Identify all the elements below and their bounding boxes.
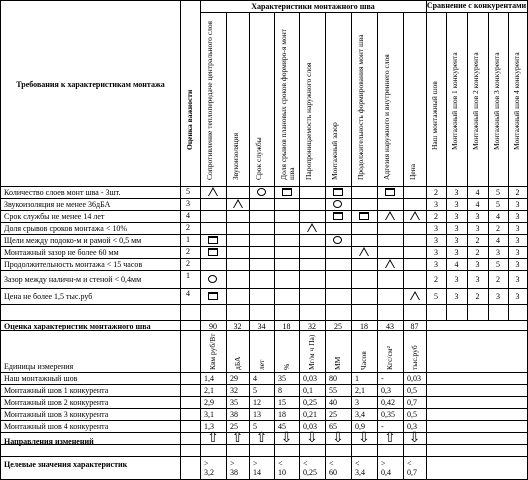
product-value: 0,03 [407, 374, 421, 383]
competitor-score: 3 [454, 199, 459, 209]
arrow-up-icon: ⇧ [384, 431, 396, 446]
product-value: 2,1 [204, 386, 214, 395]
target-value: 60 [329, 468, 337, 477]
target-value: 14 [253, 468, 261, 477]
grid-line [351, 12, 352, 480]
square-symbol [208, 292, 218, 300]
product-value: 4 [253, 374, 257, 383]
unit-value: ММ [333, 356, 342, 370]
competitor-score: 4 [454, 259, 459, 269]
grid-line [0, 420, 527, 421]
target-value: 0,4 [381, 468, 391, 477]
importance-value: 2 [186, 247, 190, 256]
target-operator: > [381, 459, 386, 468]
characteristics-title: Характеристики монтажного шва [251, 2, 375, 11]
importance-label: Оценка важности [185, 89, 194, 150]
product-value: 3,1 [204, 410, 214, 419]
importance-value: 1 [186, 271, 190, 280]
competitor-score: 5 [496, 259, 500, 269]
product-value: 25 [329, 410, 337, 419]
target-operator: < [278, 459, 283, 468]
competitor-header: Монтажный шов 1 конкурента [450, 52, 459, 150]
evaluation-value: 32 [308, 322, 316, 331]
product-value: 0,9 [355, 422, 365, 431]
evaluation-value: 90 [209, 322, 217, 331]
target-operator: > [204, 459, 209, 468]
product-value: 29 [230, 374, 238, 383]
evaluation-value: 43 [386, 322, 394, 331]
competitor-score: 3 [454, 235, 459, 245]
grid-line [249, 12, 250, 480]
competitor-score: 2 [434, 187, 438, 197]
triangle-symbol-fill [360, 249, 368, 256]
competitor-score: 3 [515, 274, 520, 284]
grid-line [274, 12, 275, 480]
product-value: 0,03 [303, 422, 317, 431]
product-value: 1,3 [204, 422, 214, 431]
competitor-score: 3 [515, 259, 520, 269]
evaluation-label: Оценка характеристик монтажного шва [4, 322, 151, 331]
grid-line [0, 456, 527, 457]
competitor-score: 3 [454, 211, 459, 221]
product-value: 5 [253, 386, 257, 395]
product-value: 0,35 [381, 410, 395, 419]
target-value: 3,4 [355, 468, 365, 477]
circle-symbol [333, 236, 342, 244]
triangle-symbol-fill [411, 293, 419, 300]
importance-value: 4 [186, 289, 190, 298]
competitor-score: 2 [515, 187, 520, 197]
product-value: 35 [278, 374, 286, 383]
competitor-score: 4 [475, 187, 480, 197]
square-symbol [359, 212, 369, 220]
arrow-up-icon: ⇧ [231, 431, 244, 446]
characteristic-header: Адгезия наружного и внутреннего слоя [382, 54, 391, 180]
competitor-score: 3 [434, 259, 438, 269]
product-value: 35 [230, 398, 238, 407]
product-value: 80 [329, 374, 337, 383]
grid-line [377, 12, 378, 480]
unit-value: дБА [232, 356, 242, 370]
unit-value: Часов [359, 351, 368, 370]
product-value: 0,1 [303, 386, 313, 395]
characteristic-header: Звукоизоляция [231, 132, 240, 180]
competitor-score: 3 [515, 235, 520, 245]
product-name: Монтажный шов 4 конкурента [4, 422, 109, 431]
product-value: 38 [230, 410, 238, 419]
product-value: 32 [230, 386, 238, 395]
evaluation-value: 18 [360, 322, 368, 331]
square-symbol [333, 188, 343, 196]
target-value: 38 [230, 468, 238, 477]
competitor-score: 3 [515, 291, 520, 301]
importance-value: 1 [186, 235, 190, 244]
competitor-score: 5 [496, 187, 500, 197]
product-value: 40 [329, 398, 337, 407]
target-value: 0,7 [407, 468, 417, 477]
characteristic-header: Монтажный зазор [330, 122, 339, 180]
product-value: 65 [329, 422, 337, 431]
square-symbol [333, 212, 343, 220]
arrow-down-icon: ⇩ [280, 431, 293, 446]
square-symbol [208, 248, 218, 256]
importance-value: 2 [186, 223, 190, 232]
triangle-symbol-fill [411, 213, 419, 220]
product-value: 0,3 [381, 386, 391, 395]
product-value: - [381, 422, 384, 431]
competitor-score: 3 [434, 247, 438, 257]
target-operator: < [355, 459, 360, 468]
grid-line [226, 12, 227, 480]
requirement-text: Количество слоев монт шва - 3шт. [4, 187, 121, 197]
grid-line [180, 0, 181, 480]
circle-symbol [333, 200, 342, 208]
product-name: Монтажный шов 3 конкурента [4, 410, 109, 419]
directions-label: Направления изменений [4, 437, 94, 446]
competitor-score: 3 [454, 274, 459, 284]
grid-line [0, 408, 527, 409]
competitor-score: 3 [434, 223, 438, 233]
competitor-score: 3 [515, 211, 520, 221]
comparison-title: Сравнение с конкурентами [426, 1, 527, 10]
unit-value: % [281, 363, 291, 370]
product-value: 0,5 [407, 410, 417, 419]
competitor-score: 4 [475, 199, 480, 209]
grid-line [426, 0, 427, 320]
competitor-score: 3 [515, 247, 520, 257]
requirement-text: Щели между подоко-м и рамой < 0,5 мм [4, 235, 142, 245]
target-operator: > [230, 459, 235, 468]
arrow-down-icon: ⇩ [306, 431, 318, 446]
requirement-text: Цена не более 1,5 тыс.руб [4, 291, 93, 301]
competitor-score: 5 [434, 291, 438, 301]
target-value: 0,25 [303, 468, 317, 477]
competitor-score: 3 [454, 247, 459, 257]
evaluation-value: 18 [282, 322, 291, 331]
grid-line [0, 270, 527, 271]
competitor-score: 3 [434, 235, 438, 245]
importance-value: 2 [186, 259, 190, 268]
product-value: 0,42 [381, 398, 395, 407]
product-value: 25 [230, 422, 238, 431]
importance-value: 4 [186, 211, 190, 220]
competitor-score: 5 [496, 199, 500, 209]
competitor-score: 3 [454, 291, 459, 301]
unit-value: тыс.руб [409, 345, 419, 370]
target-value: 3,2 [204, 468, 214, 477]
competitor-score: 2 [475, 247, 480, 257]
grid-line [0, 384, 527, 385]
arrow-down-icon: ⇩ [332, 431, 344, 446]
unit-value: Кгс/см² [385, 346, 394, 370]
target-operator: > [253, 459, 258, 468]
triangle-symbol-fill [386, 213, 394, 220]
grid-line [0, 288, 527, 289]
importance-value: 5 [186, 187, 190, 196]
competitor-score: 3 [496, 291, 500, 301]
unit-value: Мг/м ч Па) [307, 334, 316, 370]
requirement-text: Монтажный зазор не более 60 мм [4, 247, 119, 257]
product-value: 15 [278, 398, 286, 407]
target-operator: < [303, 459, 308, 468]
competitor-score: 2 [475, 235, 480, 245]
competitor-score: 2 [496, 223, 500, 233]
evaluation-value: 25 [334, 322, 342, 331]
competitor-score: 2 [475, 291, 480, 301]
product-name: Монтажный шов 1 конкурента [4, 386, 109, 395]
product-value: 0,7 [407, 398, 417, 407]
targets-label: Целевые значения характеристик [4, 460, 128, 469]
product-value: 0,03 [303, 374, 317, 383]
arrow-down-icon: ⇩ [358, 431, 370, 446]
competitor-score: 3 [475, 259, 480, 269]
circle-symbol [257, 188, 266, 196]
competitor-score: 3 [515, 199, 520, 209]
product-value: 0,3 [407, 422, 417, 431]
competitor-score: 3 [434, 199, 438, 209]
competitor-score: 2 [434, 211, 438, 221]
requirement-text: Зазор между наличн-м и стеной < 0,4мм [4, 274, 142, 284]
competitor-header: Монтажный шов 2 конкурента [471, 52, 480, 150]
competitor-score: 3 [496, 247, 500, 257]
product-value: - [381, 374, 384, 383]
characteristic-header: Доля срывов плановых сроков формиро-я монт шва [279, 28, 296, 180]
product-value: 0,25 [303, 398, 317, 407]
grid-line [426, 320, 427, 480]
requirements-title: Требования к характеристикам монтажа [16, 80, 165, 89]
grid-line [0, 304, 527, 305]
triangle-symbol-fill [386, 261, 394, 268]
units-label: Единицы измерения [4, 362, 74, 371]
competitor-score: 3 [475, 223, 480, 233]
product-value: 2,9 [204, 398, 214, 407]
competitor-score: 3 [454, 187, 459, 197]
product-value: 0,21 [303, 410, 317, 419]
product-value: 1 [355, 374, 359, 383]
circle-symbol [208, 275, 217, 283]
grid-line [299, 12, 300, 480]
competitor-header: Монтажный шов 3 конкурента [492, 52, 501, 150]
target-operator: < [407, 459, 412, 468]
arrow-up-icon: ⇧ [207, 431, 219, 446]
evaluation-value: 34 [257, 322, 266, 331]
evaluation-value: 87 [410, 322, 419, 331]
characteristic-header: Паропроницаемость наружного слоя [304, 62, 313, 180]
unit-value: лет [256, 359, 266, 370]
product-value: 8 [278, 386, 282, 395]
product-value: 1,4 [204, 374, 214, 383]
requirement-text: Продолжительность монтажа < 15 часов [4, 259, 143, 269]
characteristic-header: Срок службы [254, 137, 263, 180]
unit-value: Квм руб/Вт [208, 333, 217, 370]
importance-value: 3 [186, 199, 190, 208]
product-value: 0,5 [407, 386, 417, 395]
characteristic-header: Продолжительность формирования монт шва [356, 34, 365, 180]
product-value: 12 [253, 398, 261, 407]
requirement-text: Доля срывов сроков монтажа < 10% [4, 223, 127, 233]
competitor-score: 4 [496, 211, 500, 221]
competitor-score: 3 [475, 274, 480, 284]
triangle-symbol-fill [308, 225, 316, 232]
competitor-score: 3 [454, 223, 459, 233]
characteristic-header: Сопротивление теплопередаче центрального слоя [205, 21, 214, 180]
square-symbol [385, 188, 395, 196]
competitor-header: Монтажный шов 4 конкурента [512, 52, 521, 150]
evaluation-value: 32 [233, 322, 242, 331]
competitor-score: 4 [496, 235, 500, 245]
requirement-text: Звукоизоляция не менее 36дБА [4, 199, 111, 209]
grid-line [403, 12, 404, 480]
product-value: 5 [253, 422, 257, 431]
triangle-symbol-fill [234, 201, 242, 208]
target-operator: < [329, 459, 334, 468]
grid-line [200, 0, 201, 480]
product-name: Наш монтажный шов [4, 374, 78, 383]
product-value: 3,4 [355, 410, 365, 419]
product-value: 55 [329, 386, 337, 395]
arrow-up-icon: ⇧ [255, 431, 268, 446]
competitor-score: 2 [496, 274, 500, 284]
competitor-header: Наш монтажный шов [430, 81, 439, 150]
square-symbol [282, 188, 292, 196]
grid-line [325, 12, 326, 480]
grid-line [0, 396, 527, 397]
competitor-score: 3 [475, 211, 480, 221]
product-value: 18 [278, 410, 286, 419]
product-value: 2,1 [355, 386, 365, 395]
product-value: 45 [278, 422, 286, 431]
arrow-down-icon: ⇩ [408, 431, 421, 446]
square-symbol [208, 236, 218, 244]
triangle-symbol-fill [209, 189, 217, 196]
target-value: 10 [278, 468, 286, 477]
product-name: Монтажный шов 2 конкурента [4, 398, 109, 407]
competitor-score: 2 [434, 274, 438, 284]
characteristic-header: Цена [408, 163, 417, 180]
product-value: 3 [355, 398, 359, 407]
product-value: 13 [253, 410, 261, 419]
grid-line [0, 320, 527, 321]
grid-line [0, 372, 527, 373]
requirement-text: Срок службы не менее 14 лет [4, 211, 105, 221]
competitor-score: 3 [515, 223, 520, 233]
